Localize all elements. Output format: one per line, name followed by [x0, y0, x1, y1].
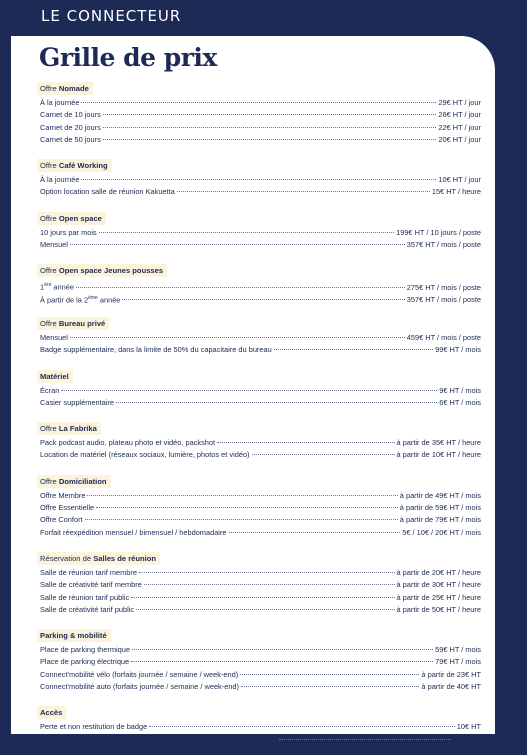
price-row: [40, 502, 481, 514]
row-price: à partir de 59€ HT / mois: [399, 503, 481, 513]
row-price: 10€ HT / jour: [438, 175, 481, 185]
price-row: [40, 279, 481, 291]
section-prefix: Offre: [40, 84, 59, 93]
price-section: [40, 702, 481, 746]
row-price: 79€ HT / mois: [435, 657, 481, 667]
row-price: 59€ HT / mois: [435, 645, 481, 655]
price-section: [40, 418, 481, 462]
price-row: [40, 239, 481, 251]
row-label: 10 jours par mois: [40, 227, 97, 237]
section-prefix: Offre: [40, 476, 59, 486]
dot-leader: [103, 139, 437, 140]
dot-leader: [103, 127, 437, 128]
row-price: 99€ HT / mois: [435, 345, 481, 355]
row-price: à partir de 79€ HT / mois: [399, 515, 481, 525]
row-label: Forfait réexpédition mensuel / bimensuel / hebdomadaire: [40, 527, 227, 537]
price-row: [40, 604, 481, 616]
section-name: Domiciliation: [58, 476, 107, 486]
row-label: À la journée: [40, 175, 80, 185]
price-row: [40, 174, 481, 186]
section-name: La Fabrika: [58, 424, 97, 434]
row-price: 10€ HT: [456, 722, 481, 732]
price-row: [40, 721, 481, 733]
price-row: [40, 437, 481, 449]
price-row: [40, 579, 481, 591]
row-label: Casier supplémentaire: [40, 397, 114, 407]
row-price: 357€ HT / mois / poste: [406, 295, 481, 305]
section-heading: [37, 475, 111, 488]
section-heading: [37, 370, 73, 383]
section-name: Nomade: [58, 84, 89, 93]
dot-leader: [61, 390, 437, 391]
dot-leader: [122, 299, 404, 300]
row-price: 275€ HT / mois / poste: [406, 282, 481, 292]
price-row: [40, 490, 481, 502]
price-row: [40, 449, 481, 461]
row-price: à partir de 30€ HT / heure: [396, 580, 481, 590]
row-label: À la journée: [40, 98, 80, 107]
dot-leader: [131, 597, 394, 598]
row-price: à partir de 10€ HT / heure: [396, 450, 481, 460]
price-section: [40, 313, 481, 357]
dot-leader: [131, 661, 433, 662]
row-label: Carnet de 20 jours: [40, 122, 101, 132]
dot-leader: [149, 726, 455, 727]
dot-leader: [229, 532, 401, 533]
price-section: [40, 471, 481, 539]
row-label: Salle de créativité tarif public: [40, 604, 135, 614]
price-row: [40, 567, 481, 579]
row-label: 1ère année: [40, 282, 74, 292]
price-row: [40, 186, 481, 198]
price-row: [40, 527, 481, 539]
row-price: 9€ HT / mois: [439, 385, 481, 395]
dot-leader: [81, 102, 436, 103]
dot-leader: [81, 179, 436, 180]
price-row: [40, 681, 481, 693]
price-row: [40, 669, 481, 681]
section-prefix: Offre: [40, 213, 59, 223]
dot-leader: [96, 507, 398, 508]
dot-leader: [139, 572, 395, 573]
dot-leader: [99, 232, 394, 233]
row-label: Mensuel: [40, 240, 68, 250]
row-price: à partir de 49€ HT / mois: [399, 490, 481, 500]
row-price: à partir de 25€ HT / heure: [396, 592, 481, 602]
price-row: [40, 592, 481, 604]
dot-leader: [136, 609, 394, 610]
row-price: 459€ HT / mois / poste: [406, 332, 481, 342]
row-label: Badge supplémentaire, dans la limite de 50% du capacitaire du bureau: [40, 345, 272, 355]
price-row: [40, 734, 481, 746]
price-row: [40, 397, 481, 409]
price-row: [40, 109, 481, 121]
price-section: [40, 260, 481, 304]
dot-leader: [103, 114, 437, 115]
row-price: 357€ HT / mois / poste: [406, 240, 481, 250]
section-heading: [37, 264, 167, 277]
price-row: [40, 514, 481, 526]
price-row: [40, 332, 481, 344]
dot-leader: [70, 337, 405, 338]
row-price: 6€ HT / mois: [439, 397, 481, 407]
row-label: Location de matériel (réseaux sociaux, lumière, photos et vidéo): [40, 450, 250, 460]
price-section: [40, 78, 481, 146]
price-row: [40, 656, 481, 668]
row-label: Mensuel: [40, 332, 68, 342]
row-label: Place de parking thermique: [40, 645, 130, 655]
dot-leader: [240, 674, 419, 675]
row-price: 15€ HT / heure: [431, 187, 481, 197]
dot-leader: [70, 244, 405, 245]
dot-leader: [217, 442, 394, 443]
section-heading: [37, 212, 106, 225]
row-price: à partir de 23€ HT: [421, 669, 481, 679]
row-label: Offre Membre: [40, 490, 86, 500]
row-price: 5€ / 10€ / 20€ HT / mois: [402, 527, 481, 537]
row-label: Option location salle de réunion Kakuetta: [40, 187, 175, 197]
section-heading: [37, 629, 111, 642]
row-label: Salle de réunion tarif membre: [40, 567, 137, 577]
row-price: 26€ HT / jour: [438, 110, 481, 120]
section-prefix: Offre: [40, 266, 59, 276]
row-label: Place de parking électrique: [40, 657, 130, 667]
brand-logo: LE CONNECTEUR: [41, 7, 182, 25]
row-price: à partir de 50€ HT / heure: [396, 604, 481, 614]
row-label: Offre Essentielle: [40, 503, 95, 513]
price-section: [40, 366, 481, 410]
row-label: Intervention d'urgence entre minuit et 5h durant la fermeture du bâtiment: [40, 734, 278, 744]
dot-leader: [87, 495, 397, 496]
row-price: 22€ HT / jour: [438, 122, 481, 132]
row-label: Offre Confort: [40, 515, 83, 525]
row-label: Pack podcast audio, plateau photo et vidéo, packshot: [40, 438, 216, 448]
dot-leader: [85, 519, 398, 520]
price-row: [40, 134, 481, 146]
dot-leader: [132, 649, 433, 650]
dot-leader: [241, 686, 419, 687]
section-name: Salles de réunion: [93, 553, 157, 563]
section-prefix: Offre: [40, 424, 59, 434]
price-row: [40, 122, 481, 134]
row-price: 199€ HT / 10 jours / poste: [396, 227, 481, 237]
section-name: Open space Jeunes pousses: [58, 266, 164, 276]
section-heading: [37, 422, 101, 435]
price-sections: [40, 78, 481, 755]
section-heading: [37, 552, 160, 565]
row-label: Écran: [40, 385, 60, 395]
section-heading: [37, 706, 66, 719]
row-label: Carnet de 50 jours: [40, 134, 101, 144]
dot-leader: [177, 191, 430, 192]
section-name: Matériel: [40, 371, 69, 381]
price-row: [40, 292, 481, 304]
row-label: Connect'mobilité auto (forfaits journée / semaine / week-end): [40, 682, 240, 692]
price-section: [40, 625, 481, 693]
dot-leader: [279, 739, 450, 740]
price-section: [40, 155, 481, 199]
price-row: [40, 644, 481, 656]
price-sheet: [11, 36, 495, 744]
row-label: Salle de réunion tarif public: [40, 592, 130, 602]
row-price: 29€ HT / jour: [438, 98, 481, 107]
price-row: [40, 227, 481, 239]
section-heading: [37, 82, 93, 95]
row-price: 100€ HT: [452, 734, 481, 744]
row-price: à partir de 35€ HT / heure: [396, 438, 481, 448]
section-name: Café Working: [58, 161, 108, 171]
dot-leader: [116, 402, 437, 403]
section-name: Open space: [58, 213, 102, 223]
dot-leader: [76, 287, 405, 288]
section-heading: [37, 317, 109, 330]
price-section: [40, 208, 481, 252]
row-price: à partir de 20€ HT / heure: [396, 567, 481, 577]
row-price: à partir de 40€ HT: [421, 682, 481, 692]
header-bar: [0, 0, 527, 36]
section-name: Bureau privé: [58, 318, 106, 328]
dot-leader: [252, 454, 395, 455]
row-label: À partir de la 2ème année: [40, 294, 121, 305]
row-label: Carnet de 10 jours: [40, 110, 101, 120]
page-title: Grille de prix: [39, 43, 217, 72]
section-heading: [37, 159, 112, 172]
row-label: Perte et non restitution de badge: [40, 722, 148, 732]
price-section: [40, 548, 481, 616]
row-label: Salle de créativité tarif membre: [40, 580, 142, 590]
price-row: [40, 344, 481, 356]
section-prefix: Réservation de: [40, 553, 94, 563]
row-label: Connect'mobilité vélo (forfaits journée / semaine / week-end): [40, 669, 239, 679]
section-name: Accès: [40, 708, 63, 718]
section-prefix: Offre: [40, 161, 59, 171]
row-price: 20€ HT / jour: [438, 134, 481, 144]
dot-leader: [144, 584, 395, 585]
section-prefix: Offre: [40, 318, 59, 328]
price-row: [40, 385, 481, 397]
price-row: [40, 97, 481, 109]
section-name: Parking & mobilité: [40, 631, 107, 641]
dot-leader: [274, 349, 433, 350]
